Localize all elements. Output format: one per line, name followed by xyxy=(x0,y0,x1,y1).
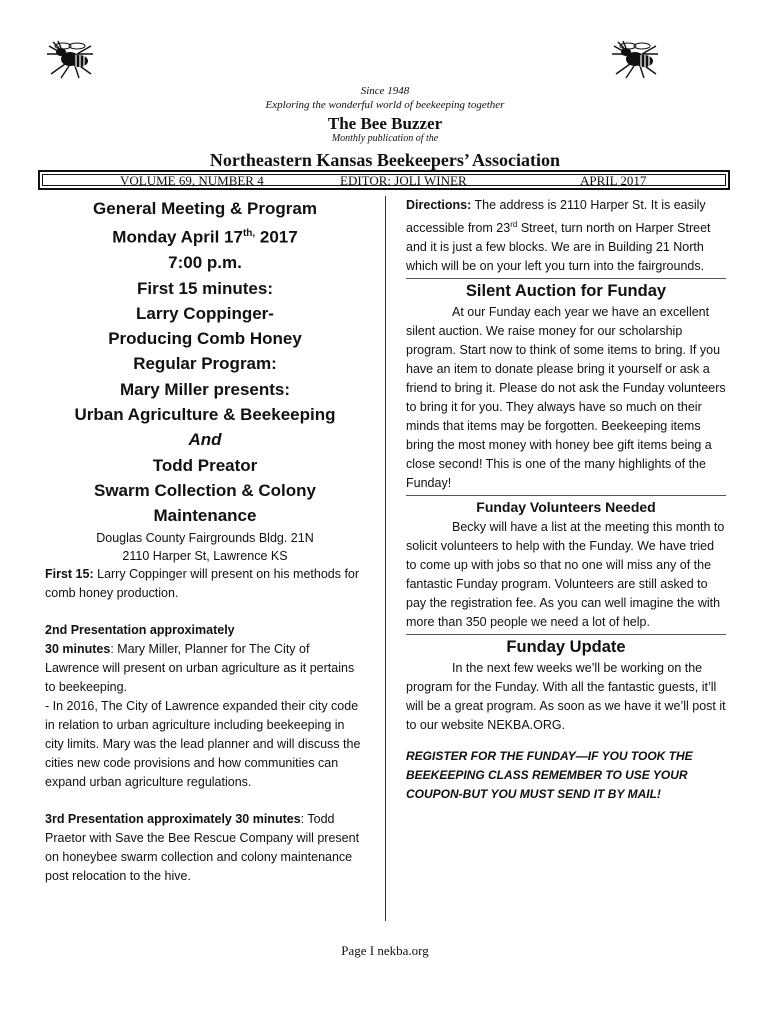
since-line: Since 1948 xyxy=(360,85,410,97)
second-presentation: 2nd Presentation approximately 30 minutes: Mary Miller, Planner for The City of Lawrence will present on urban agriculture as it pertains to beekeeping. xyxy=(45,622,355,694)
bee-icon xyxy=(610,40,660,80)
column-divider xyxy=(385,196,386,921)
funday-update-text: In the next few weeks we’ll be working on the program for the Funday. With all the fantastic guests, it’ll will be a great program. As soon as we have it we’ll post it to our website NEKBA.ORG. xyxy=(406,661,726,733)
meeting-heading xyxy=(45,196,365,529)
volunteers-heading: Funday Volunteers Needed xyxy=(476,499,656,516)
masthead xyxy=(0,84,770,171)
left-column xyxy=(45,196,365,886)
speaker2: Mary Miller presents: xyxy=(119,379,291,399)
volunteers-text: Becky will have a list at the meeting this month to solicit volunteers to help with the Funday. We have tried to come up with jobs so that no one will miss any of the fantastic Funday program. Volunteers are still asked to pay the registration fee. As you can well imagine the with more than 350 people we need a lot of help. xyxy=(406,520,725,630)
and-label: And xyxy=(188,430,222,450)
speaker1: Larry Coppinger- xyxy=(136,303,274,323)
meeting-time: 7:00 p.m. xyxy=(168,253,242,273)
volume-bar xyxy=(38,170,730,190)
newsletter-title: The Bee Buzzer xyxy=(327,114,443,133)
topic1: Producing Comb Honey xyxy=(108,329,302,349)
volume-number: VOLUME 69, NUMBER 4 xyxy=(120,173,264,188)
bee-icon xyxy=(45,40,95,80)
meeting-title: General Meeting & Program xyxy=(93,199,317,218)
editor-name: EDITOR: JOLI WINER xyxy=(340,173,467,188)
first15-heading: First 15 minutes: xyxy=(136,278,274,298)
page-footer: Page I nekba.org xyxy=(341,943,429,958)
association-name: Northeastern Kansas Beekeepers’ Association xyxy=(209,150,561,170)
meeting-date: Monday April $17^{th,}$ 2017 xyxy=(112,227,298,247)
topic3a: Swarm Collection & Colony xyxy=(94,480,316,500)
topic3b: Maintenance xyxy=(153,506,257,526)
funday-update-heading: Funday Update xyxy=(506,638,626,657)
newsletter-subtitle: Monthly publication of the xyxy=(331,133,439,144)
venue-line1: Douglas County Fairgrounds Bldg. 21N xyxy=(96,530,314,545)
venue-line2: 2110 Harper St, Lawrence KS xyxy=(122,548,288,563)
regular-program-heading: Regular Program: xyxy=(133,354,277,374)
second-presentation-detail: - In 2016, The City of Lawrence expanded their city code in relation to urban agriculture including beekeeping in city limits. Mary was the lead planner and will discuss the cities new code provisions and how communities can expand urban agriculture regulations. xyxy=(45,698,361,789)
right-column xyxy=(406,196,726,804)
register-notice: REGISTER FOR THE FUNDAY—IF YOU TOOK THE BEEKEEPING CLASS REMEMBER TO USE YOUR COUPON-BUT YOU MUST SEND IT BY MAIL! xyxy=(406,749,693,802)
silent-auction-text: At our Funday each year we have an excellent silent auction. We raise money for our scholarship program. Start now to think of some items to bring. If you have an item to donate please bring it yourself or ask a friend to bring it. Please do not ask the Funday volunteers to bring it for you. They always have so much on their minds that items may be forgotten. Beekeeping items bring the most money with honey bee gift items being a close second! This is one of the many highlights of the Funday! xyxy=(406,305,726,491)
directions: Directions: The address is 2110 Harper St. It is easily accessible from 23rd Street, turn north on Harper Street and it is just a few blocks. We are in Building 21 North which will be on your left you turn into the fairgrounds. xyxy=(406,198,711,274)
silent-auction-heading: Silent Auction for Funday xyxy=(465,282,667,301)
first15-paragraph: First 15: Larry Coppinger will present on his methods for comb honey production. xyxy=(45,566,360,600)
topic2: Urban Agriculture & Beekeeping xyxy=(74,405,336,425)
speaker3: Todd Preator xyxy=(152,455,258,475)
tagline: Exploring the wonderful world of beekeeping together xyxy=(265,99,505,111)
third-presentation: 3rd Presentation approximately 30 minutes: Todd Praetor with Save the Bee Rescue Company will present on honeybee swarm collection and colony maintenance post relocation to the hive. xyxy=(45,811,360,883)
issue-date: APRIL 2017 xyxy=(580,173,647,188)
